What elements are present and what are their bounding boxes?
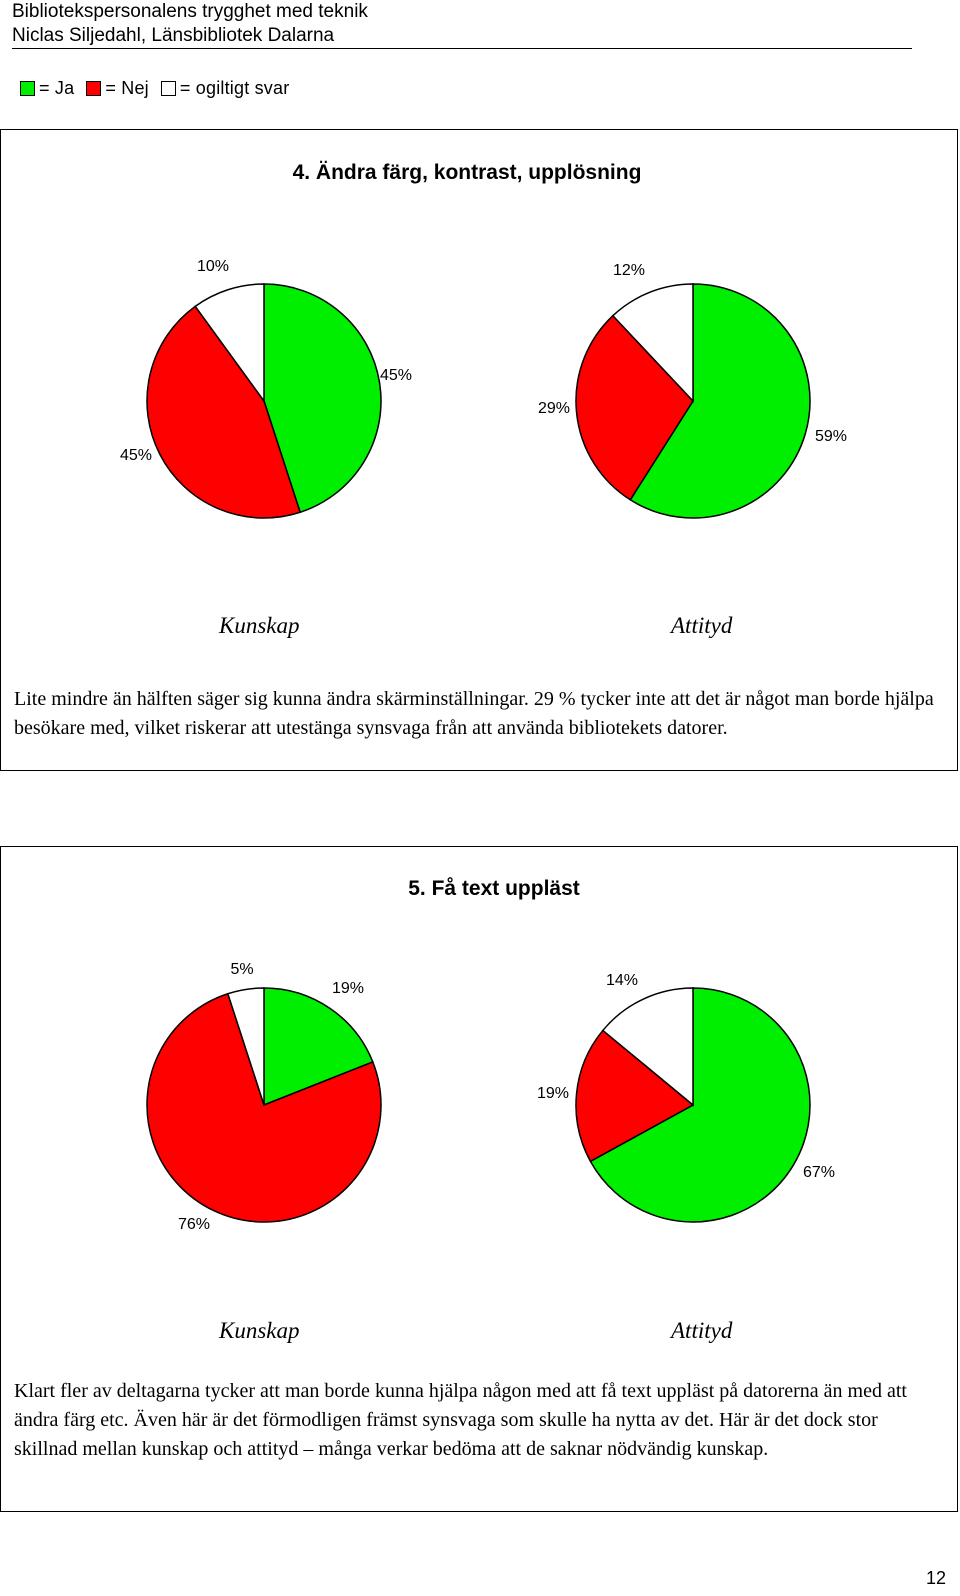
chart-description: Klart fler av deltagarna tycker att man borde kunna hjälpa någon med att få text uppläst på datorerna än med att ändra färg etc. Även här är det förmodligen främst synsvaga som skulle ha nytta av det. Här är det dock stor skillnad mellan kunskap och attityd – många verkar bedöma att de saknar nödvändig kunskap. <box>14 1380 907 1460</box>
legend-item-ogiltigt <box>161 78 290 99</box>
pie-chart-group <box>1 847 959 1367</box>
pie-chart-group <box>1 130 959 670</box>
pie-data-label: 45% <box>119 447 153 464</box>
pie-data-label: 76% <box>177 1216 211 1233</box>
legend-item-ja <box>20 78 74 99</box>
pie-data-label: 19% <box>536 1085 570 1102</box>
legend-label-ogiltigt: = ogiltigt svar <box>179 77 290 98</box>
pie-data-label: 10% <box>196 258 230 275</box>
chart-title: 5. Få text uppläst <box>408 877 580 900</box>
legend-swatch-nej <box>86 81 101 96</box>
pie-data-label: 45% <box>379 367 413 384</box>
pie-subtitle-attityd: Attityd <box>671 1318 733 1343</box>
legend <box>20 78 301 98</box>
pie-subtitle-attityd: Attityd <box>671 613 733 638</box>
chart-title: 4. Ändra färg, kontrast, upplösning <box>292 161 642 184</box>
pie-data-label: 14% <box>605 972 639 989</box>
legend-label-ja: = Ja <box>39 77 75 98</box>
pie-data-label: 59% <box>814 428 848 445</box>
header-author: Niclas Siljedahl, Länsbibliotek Dalarna <box>12 25 335 46</box>
pie-data-label: 29% <box>537 400 571 417</box>
chart-description: Lite mindre än hälften säger sig kunna ändra skärminställningar. 29 % tycker inte att det är något man borde hjälpa besökare med, vilket riskerar att utestänga synsvaga från att använda bibliotekets datorer. <box>14 688 934 739</box>
legend-item-nej <box>86 78 149 99</box>
header-divider <box>12 48 912 49</box>
pie-data-label: 67% <box>802 1164 836 1181</box>
page-number: 12 <box>925 1568 946 1588</box>
legend-swatch-ja <box>20 81 35 96</box>
pie-data-label: 12% <box>612 262 646 279</box>
header-title: Biblioteksp​ersonalens trygghet med teknik <box>12 1 368 22</box>
page-header <box>12 0 912 48</box>
chart-panel-andra-farg <box>0 129 958 771</box>
pie-data-label: 19% <box>331 980 365 997</box>
pie-subtitle-kunskap: Kunskap <box>219 1318 300 1343</box>
legend-swatch-ogiltigt <box>161 81 176 96</box>
pie-data-label: 5% <box>230 961 254 978</box>
chart-panel-text-upplast <box>0 846 958 1512</box>
pie-subtitle-kunskap: Kunskap <box>219 613 300 638</box>
legend-label-nej: = Nej <box>105 77 149 98</box>
